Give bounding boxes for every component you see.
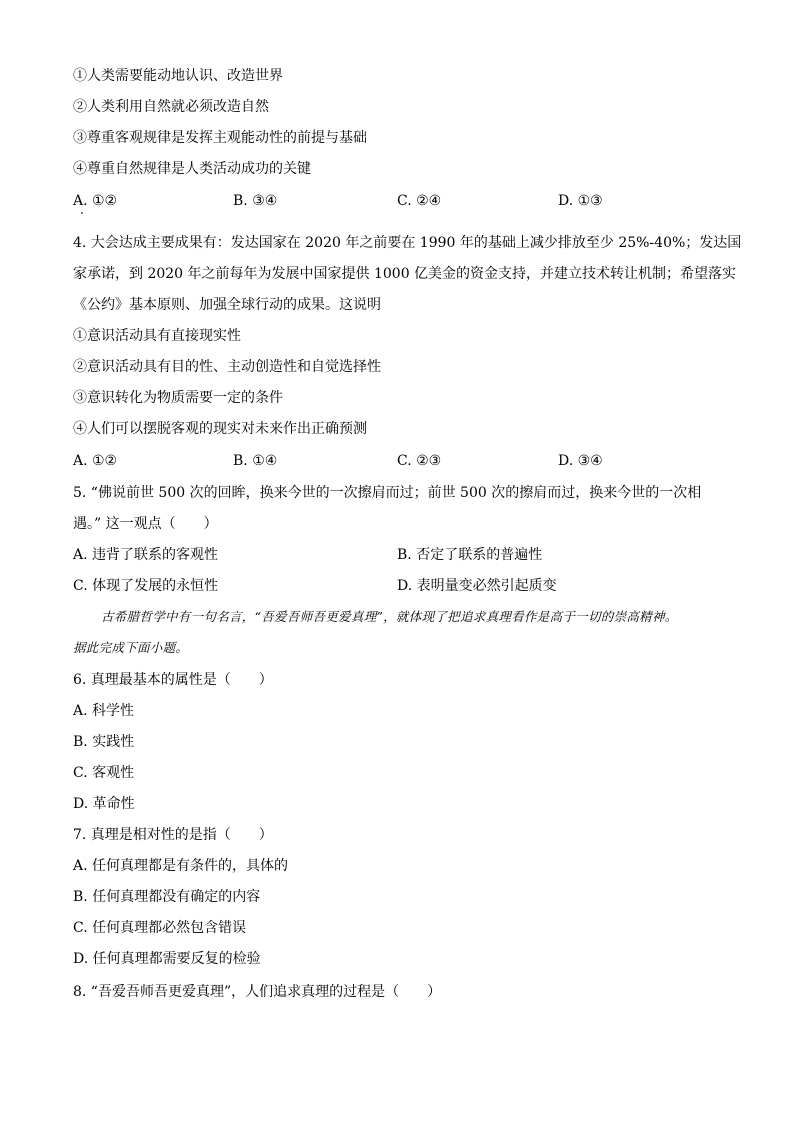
q5-option-a: A. 违背了联系的客观性	[73, 547, 219, 563]
q7-option-d: D. 任何真理都需要反复的检验	[73, 951, 261, 967]
q7-option-c: C. 任何真理都必然包含错误	[73, 920, 247, 936]
scan-dot	[81, 212, 83, 214]
q5-option-c: C. 体现了发展的永恒性	[73, 578, 219, 594]
q7-option-a: A. 任何真理都是有条件的，具体的	[73, 858, 289, 874]
q3-statement-4: ④尊重自然规律是人类活动成功的关键	[73, 161, 311, 177]
q5-stem-line-1: 5. “佛说前世 500 次的回眸，换来今世的一次擦肩而过；前世 500 次的擦肩而过，换来今世的一次相	[73, 485, 702, 501]
q6-option-b: B. 实践性	[73, 734, 135, 750]
q6-option-d: D. 革命性	[73, 796, 135, 812]
q7-option-b: B. 任何真理都没有确定的内容	[73, 889, 261, 905]
q4-stem-line-1: 4. 大会达成主要成果有：发达国家在 2020 年之前要在 1990 年的基础上减少排放至少 25%-40%；发达国	[73, 235, 742, 251]
q3-option-a: A. ①②	[73, 193, 118, 209]
material-line-1: 古希腊哲学中有一句名言，“吾爱吾师吾更爱真理”，就体现了把追求真理看作是高于一切的崇高精神。	[101, 609, 678, 624]
q4-statement-1: ①意识活动具有直接现实性	[73, 328, 241, 344]
q4-stem-line-2: 家承诺，到 2020 年之前每年为发展中国家提供 1000 亿美金的资金支持，并建立技术转让机制；希望落实	[73, 266, 737, 282]
q4-option-d: D. ③④	[558, 453, 603, 469]
q6-option-c: C. 客观性	[73, 765, 135, 781]
q7-stem: 7. 真理是相对性的是指（ ）	[73, 827, 273, 843]
q5-option-b: B. 否定了联系的普遍性	[397, 547, 543, 563]
q4-statement-3: ③意识转化为物质需要一定的条件	[73, 390, 283, 406]
q3-statement-3: ③尊重客观规律是发挥主观能动性的前提与基础	[73, 130, 367, 146]
q4-statement-2: ②意识活动具有目的性、主动创造性和自觉选择性	[73, 359, 381, 375]
q3-statement-1: ①人类需要能动地认识、改造世界	[73, 68, 283, 84]
q8-stem: 8. “吾爱吾师吾更爱真理”，人们追求真理的过程是（ ）	[73, 984, 442, 1000]
q4-option-b: B. ①④	[233, 453, 278, 469]
q4-option-c: C. ②③	[397, 453, 442, 469]
q3-option-c: C. ②④	[397, 193, 442, 209]
material-line-2: 据此完成下面小题。	[73, 640, 189, 655]
q5-stem-line-2: 遇。” 这一观点（ ）	[73, 516, 218, 532]
q3-statement-2: ②人类利用自然就必须改造自然	[73, 99, 269, 115]
q6-stem: 6. 真理最基本的属性是（ ）	[73, 672, 273, 688]
q4-stem-line-3: 《公约》基本原则、加强全球行动的成果。这说明	[73, 297, 381, 313]
q6-option-a: A. 科学性	[73, 703, 135, 719]
q4-option-a: A. ①②	[73, 453, 118, 469]
q3-option-b: B. ③④	[233, 193, 278, 209]
q4-statement-4: ④人们可以摆脱客观的现实对未来作出正确预测	[73, 421, 367, 437]
q5-option-d: D. 表明量变必然引起质变	[397, 578, 557, 594]
q3-option-d: D. ①③	[558, 193, 603, 209]
